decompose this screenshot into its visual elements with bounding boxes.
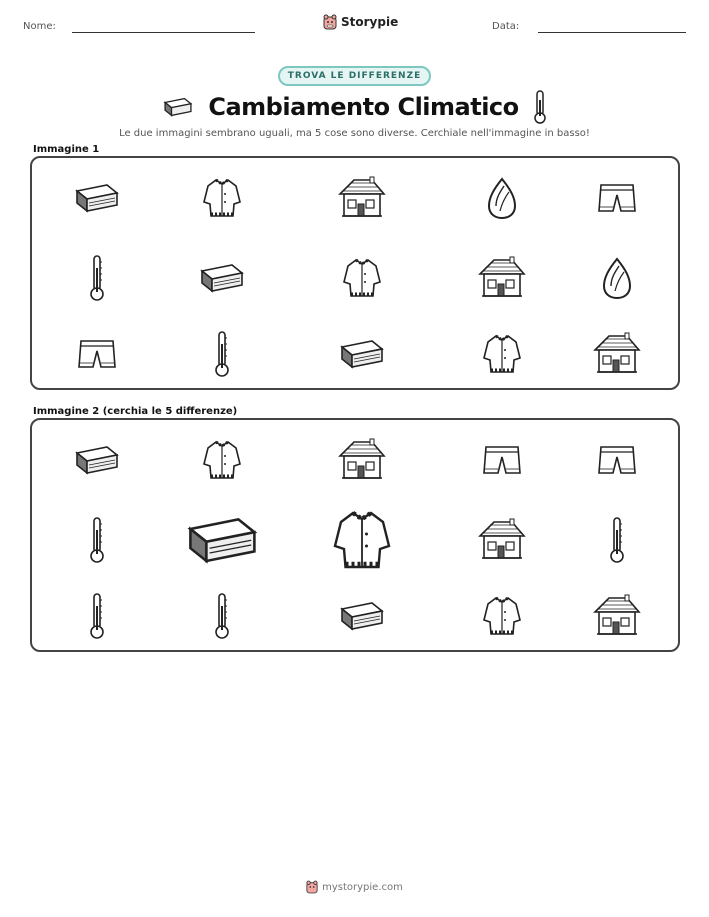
image1-cell-2-1 (187, 319, 257, 389)
image2-label: Immagine 2 (cerchia le 5 differenze) (33, 406, 238, 417)
raindrop-icon (487, 176, 517, 220)
date-label: Data: (492, 21, 520, 32)
storypie-mascot-icon (306, 880, 318, 894)
image1-cell-2-4 (582, 319, 652, 389)
coat-icon (482, 332, 522, 376)
image1-cell-1-3 (467, 243, 537, 313)
brand-name: Storypie (341, 15, 399, 29)
page-title: Cambiamento Climatico (208, 93, 519, 121)
raindrop-icon (602, 256, 632, 300)
footer-url: mystorypie.com (322, 881, 403, 893)
book-icon (338, 599, 386, 633)
house-icon (591, 594, 643, 638)
shorts-icon (597, 181, 637, 215)
house-icon (476, 518, 528, 562)
thermometer-icon (608, 516, 626, 564)
instructions: Le due immagini sembrano uguali, ma 5 cose sono diverse. Cerchiale nell'immagine in basso! (119, 128, 590, 139)
house-icon (591, 332, 643, 376)
image1-cell-1-1 (187, 243, 257, 313)
book-icon (184, 513, 261, 567)
storypie-mascot-icon (323, 14, 337, 30)
image2-cell-1-4[interactable] (582, 505, 652, 575)
image1-cell-0-0 (62, 163, 132, 233)
image1-cell-0-1 (187, 163, 257, 233)
book-icon (198, 261, 246, 295)
image2-cell-2-3[interactable] (467, 581, 537, 651)
thermometer-icon (88, 592, 106, 640)
image2-cell-2-2[interactable] (327, 581, 397, 651)
footer (306, 880, 403, 894)
date-field[interactable] (538, 32, 686, 33)
image2-cell-2-0[interactable] (62, 581, 132, 651)
image2-cell-0-3[interactable] (467, 425, 537, 495)
name-label: Nome: (23, 21, 56, 32)
shorts-icon (482, 443, 522, 477)
coat-icon (202, 438, 242, 482)
image1-panel (30, 156, 680, 390)
book-icon (162, 96, 194, 118)
book-icon (73, 443, 121, 477)
image2-cell-1-3[interactable] (467, 505, 537, 575)
image2-cell-0-4[interactable] (582, 425, 652, 495)
thermometer-icon (88, 516, 106, 564)
image2-panel[interactable] (30, 418, 680, 652)
house-icon (336, 176, 388, 220)
house-icon (336, 438, 388, 482)
shorts-icon (597, 443, 637, 477)
image1-cell-2-0 (62, 319, 132, 389)
thermometer-icon (213, 592, 231, 640)
coat-icon (202, 176, 242, 220)
shorts-icon (77, 337, 117, 371)
house-icon (476, 256, 528, 300)
thermometer-icon (88, 254, 106, 302)
image2-cell-2-4[interactable] (582, 581, 652, 651)
image2-cell-1-1[interactable] (187, 505, 257, 575)
image1-label: Immagine 1 (33, 144, 100, 155)
thermometer-icon (213, 330, 231, 378)
image2-cell-0-2[interactable] (327, 425, 397, 495)
image2-cell-1-0[interactable] (62, 505, 132, 575)
image2-cell-1-2[interactable] (327, 505, 397, 575)
image2-cell-2-1[interactable] (187, 581, 257, 651)
thermometer-icon (533, 90, 547, 124)
image2-cell-0-1[interactable] (187, 425, 257, 495)
brand-logo (323, 14, 398, 30)
image1-cell-1-0 (62, 243, 132, 313)
image1-cell-0-3 (467, 163, 537, 233)
coat-icon (482, 594, 522, 638)
name-field[interactable] (72, 32, 255, 33)
activity-badge: TROVA LE DIFFERENZE (278, 66, 432, 86)
book-icon (73, 181, 121, 215)
image1-cell-1-2 (327, 243, 397, 313)
image1-cell-0-4 (582, 163, 652, 233)
image1-cell-1-4 (582, 243, 652, 313)
coat-icon (332, 507, 392, 573)
image1-cell-0-2 (327, 163, 397, 233)
coat-icon (342, 256, 382, 300)
image1-cell-2-3 (467, 319, 537, 389)
image2-cell-0-0[interactable] (62, 425, 132, 495)
image1-cell-2-2 (327, 319, 397, 389)
book-icon (338, 337, 386, 371)
